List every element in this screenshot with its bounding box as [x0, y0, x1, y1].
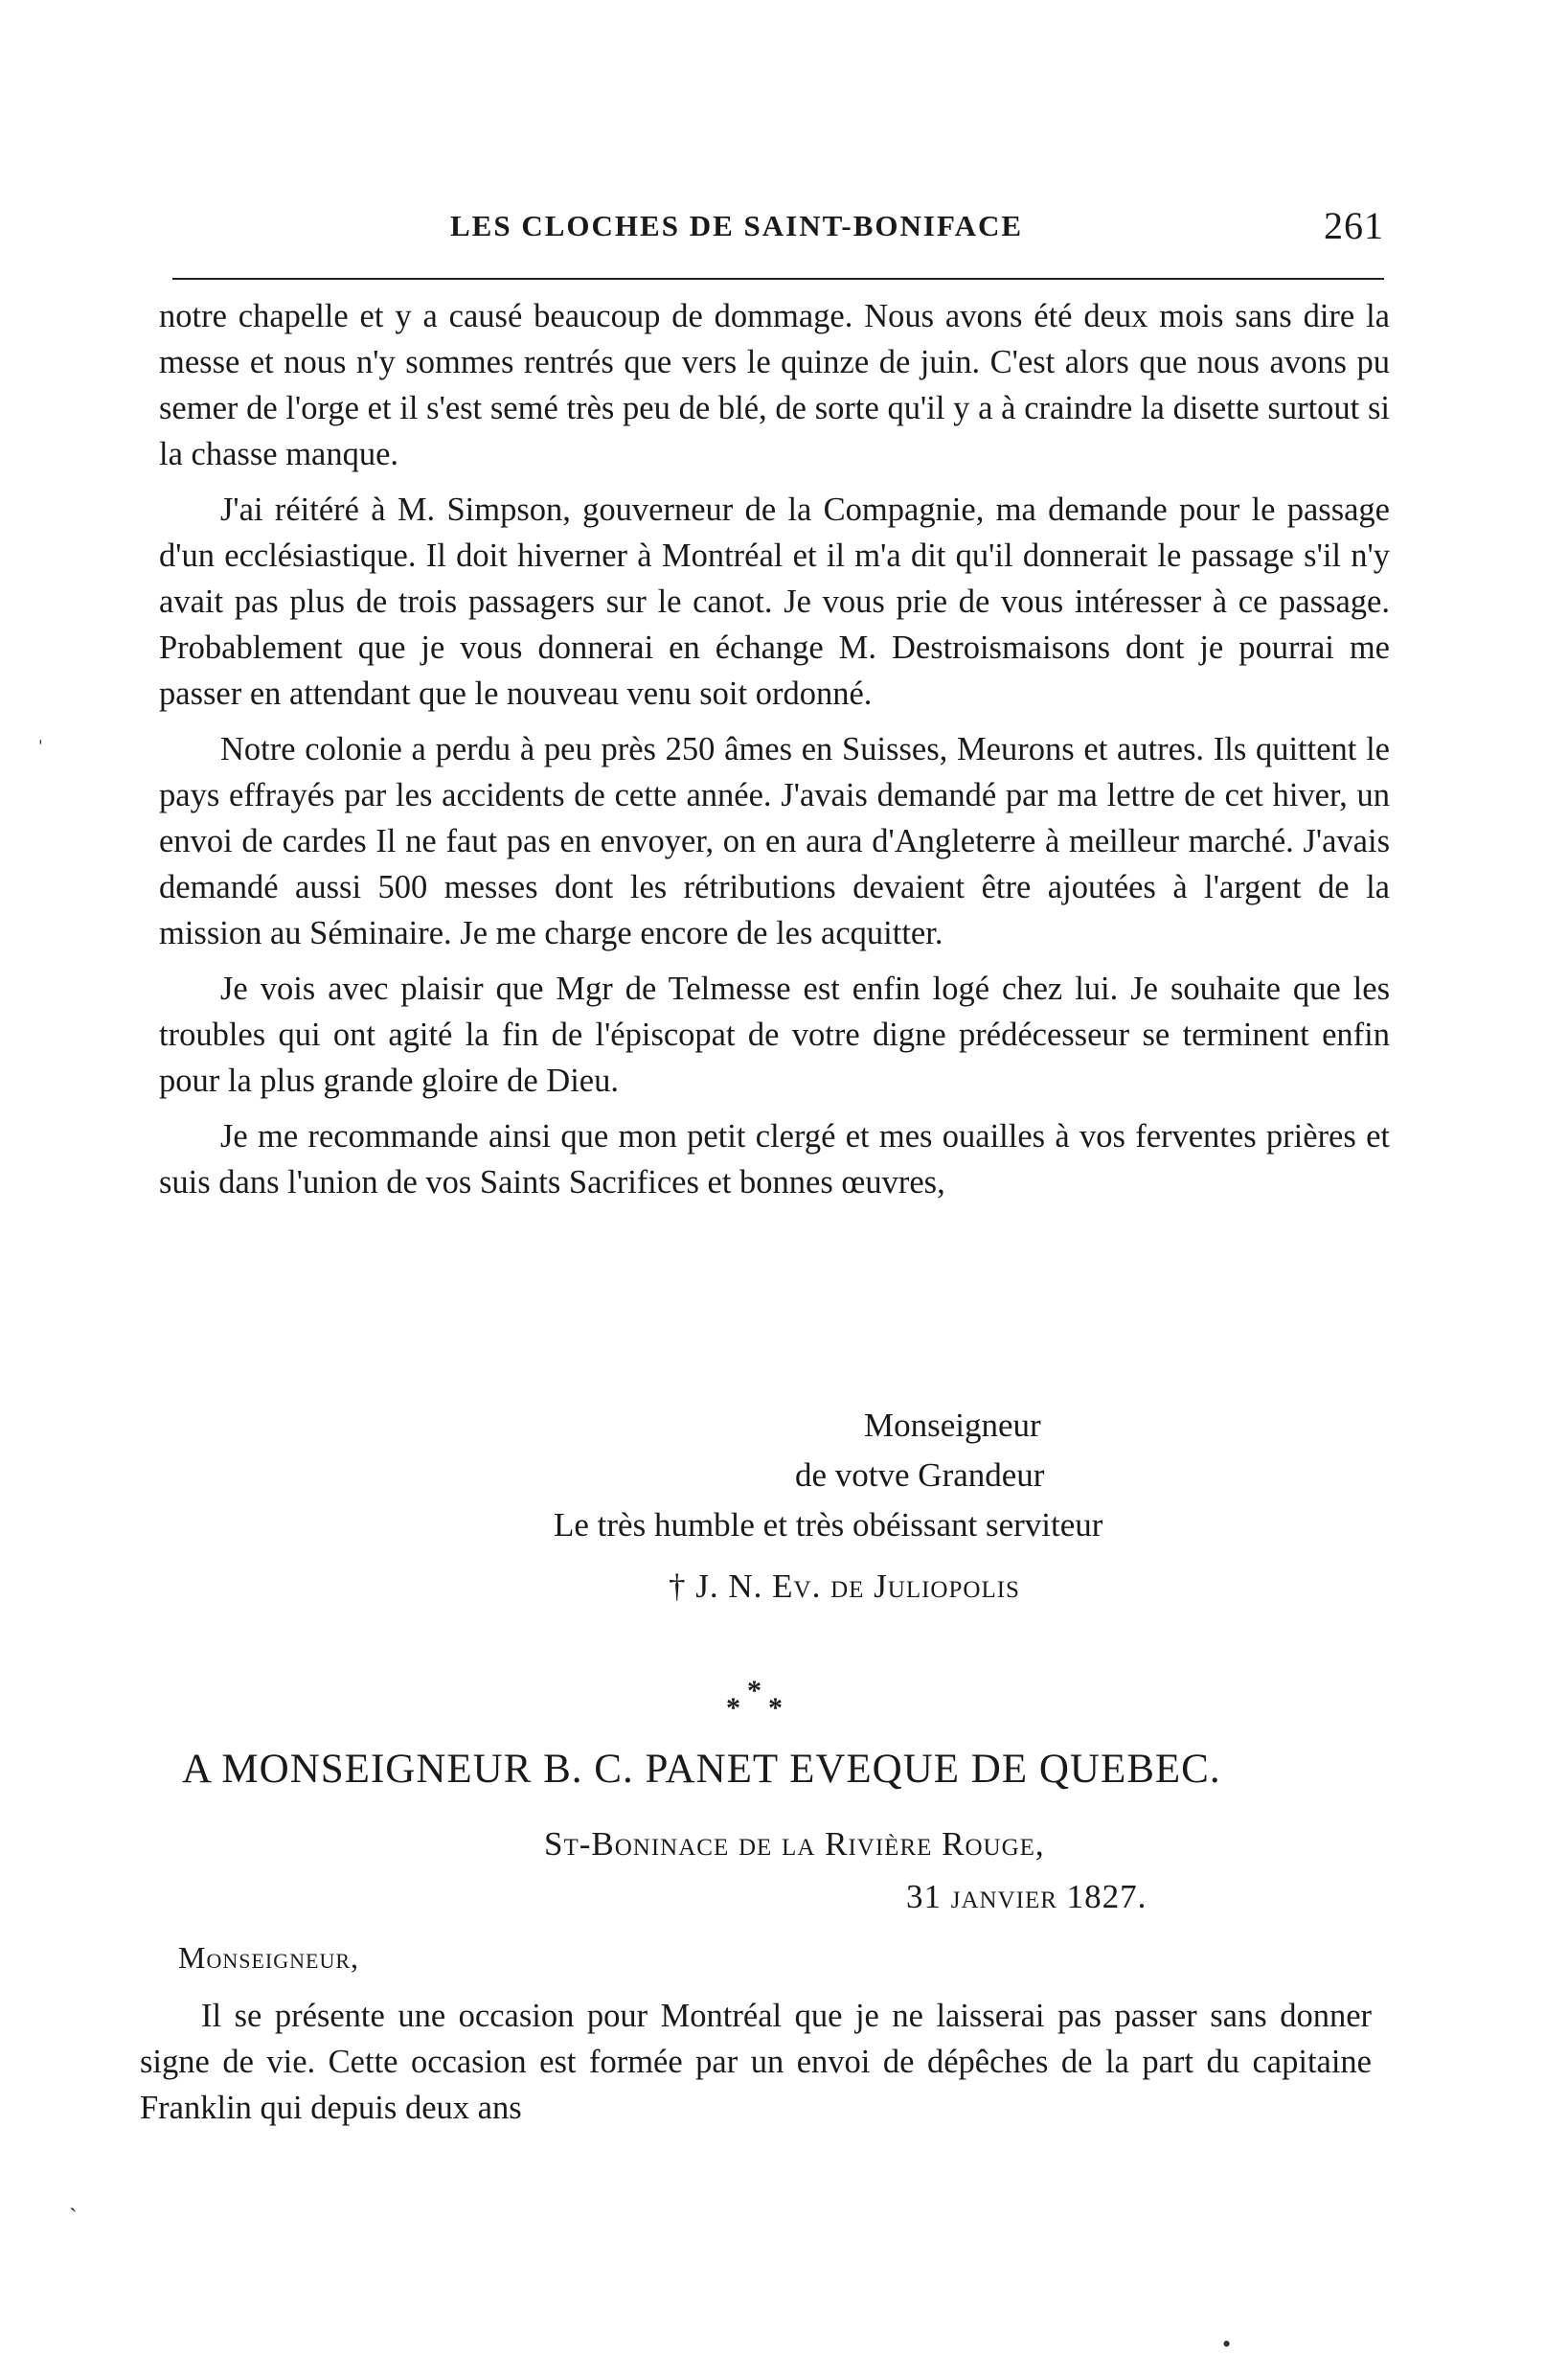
salutation: Monseigneur,: [178, 1940, 360, 1975]
letter-1-body: [159, 293, 1390, 1205]
paragraph: Je vois avec plaisir que Mgr de Telmesse est enfin logé chez lui. Je souhaite que les troubles qui ont agité la fin de l'épiscopat de votre digne prédécesseur se terminent enfin pour la plus grande gloire de Dieu.: [159, 971, 1390, 1099]
dateline-place: St-Boninace de la Rivière Rouge,: [544, 1825, 1045, 1863]
letter-2-heading: A MONSEIGNEUR B. C. PANET EVEQUE DE QUEBEC.: [182, 1747, 1221, 1792]
margin-tick-mark: ˏ: [69, 2185, 78, 2212]
letter-2-body: [140, 1993, 1372, 2131]
asterisk: *: [747, 1675, 761, 1706]
asterisk: *: [726, 1692, 740, 1724]
margin-tick-mark: ˌ: [36, 717, 45, 744]
signature: † J. N. Ev. de Juliopolis: [669, 1567, 1020, 1605]
margin-dot-mark: •: [1222, 2330, 1232, 2358]
running-head: [172, 204, 1384, 247]
closing-line: de votve Grandeur: [795, 1456, 1045, 1494]
paragraph: Je me recommande ainsi que mon petit clergé et mes ouailles à vos ferventes prières et suis dans l'union de vos Saints Sacrifices et bonnes œuvres,: [159, 1118, 1390, 1201]
paragraph: Notre colonie a perdu à peu près 250 âmes en Suisses, Meurons et autres. Ils quittent le pays effrayés par les accidents de cette année. J'avais demandé par ma lettre de cet hiver, un envoi de cardes Il ne faut pas en envoyer, on en aura d'Angleterre à meilleur marché. J'avais demandé aussi 500 messes dont les rétributions devaient être ajoutées à l'argent de la mission au Séminaire. Je me charge encore de les acquitter.: [159, 731, 1390, 951]
closing-line: Le très humble et très obéissant serviteur: [554, 1506, 1103, 1544]
page-number: 261: [1324, 204, 1384, 247]
paragraph: Il se présente une occasion pour Montréal que je ne laisserai pas passer sans donner signe de vie. Cette occasion est formée par un envoi de dépêches de la part du capitaine Franklin qui depuis deux ans: [140, 1998, 1372, 2126]
section-asterism: [726, 1675, 803, 1732]
dateline-date: 31 janvier 1827.: [906, 1878, 1148, 1915]
running-title: LES CLOCHES DE SAINT-BONIFACE: [450, 209, 1024, 242]
asterisk: *: [768, 1692, 783, 1724]
closing-line: Monseigneur: [864, 1407, 1041, 1444]
paragraph: J'ai réitéré à M. Simpson, gouverneur de la Compagnie, ma demande pour le passage d'un ecclésiastique. Il doit hiverner à Montréal et il m'a dit qu'il donnerait le passage s'il n'y avait pas plus de trois passagers sur le canot. Je vous prie de vous intéresser à ce passage. Probablement que je vous donnerai en échange M. Destroismaisons dont je pourrai me passer en attendant que le nouveau venu soit ordonné.: [159, 492, 1390, 712]
header-rule: [172, 278, 1384, 280]
paragraph: notre chapelle et y a causé beaucoup de dommage. Nous avons été deux mois sans dire la messe et nous n'y sommes rentrés que vers le quinze de juin. C'est alors que nous avons pu semer de l'orge et il s'est semé très peu de blé, de sorte qu'il y a à craindre la disette surtout si la chasse manque.: [159, 298, 1390, 472]
